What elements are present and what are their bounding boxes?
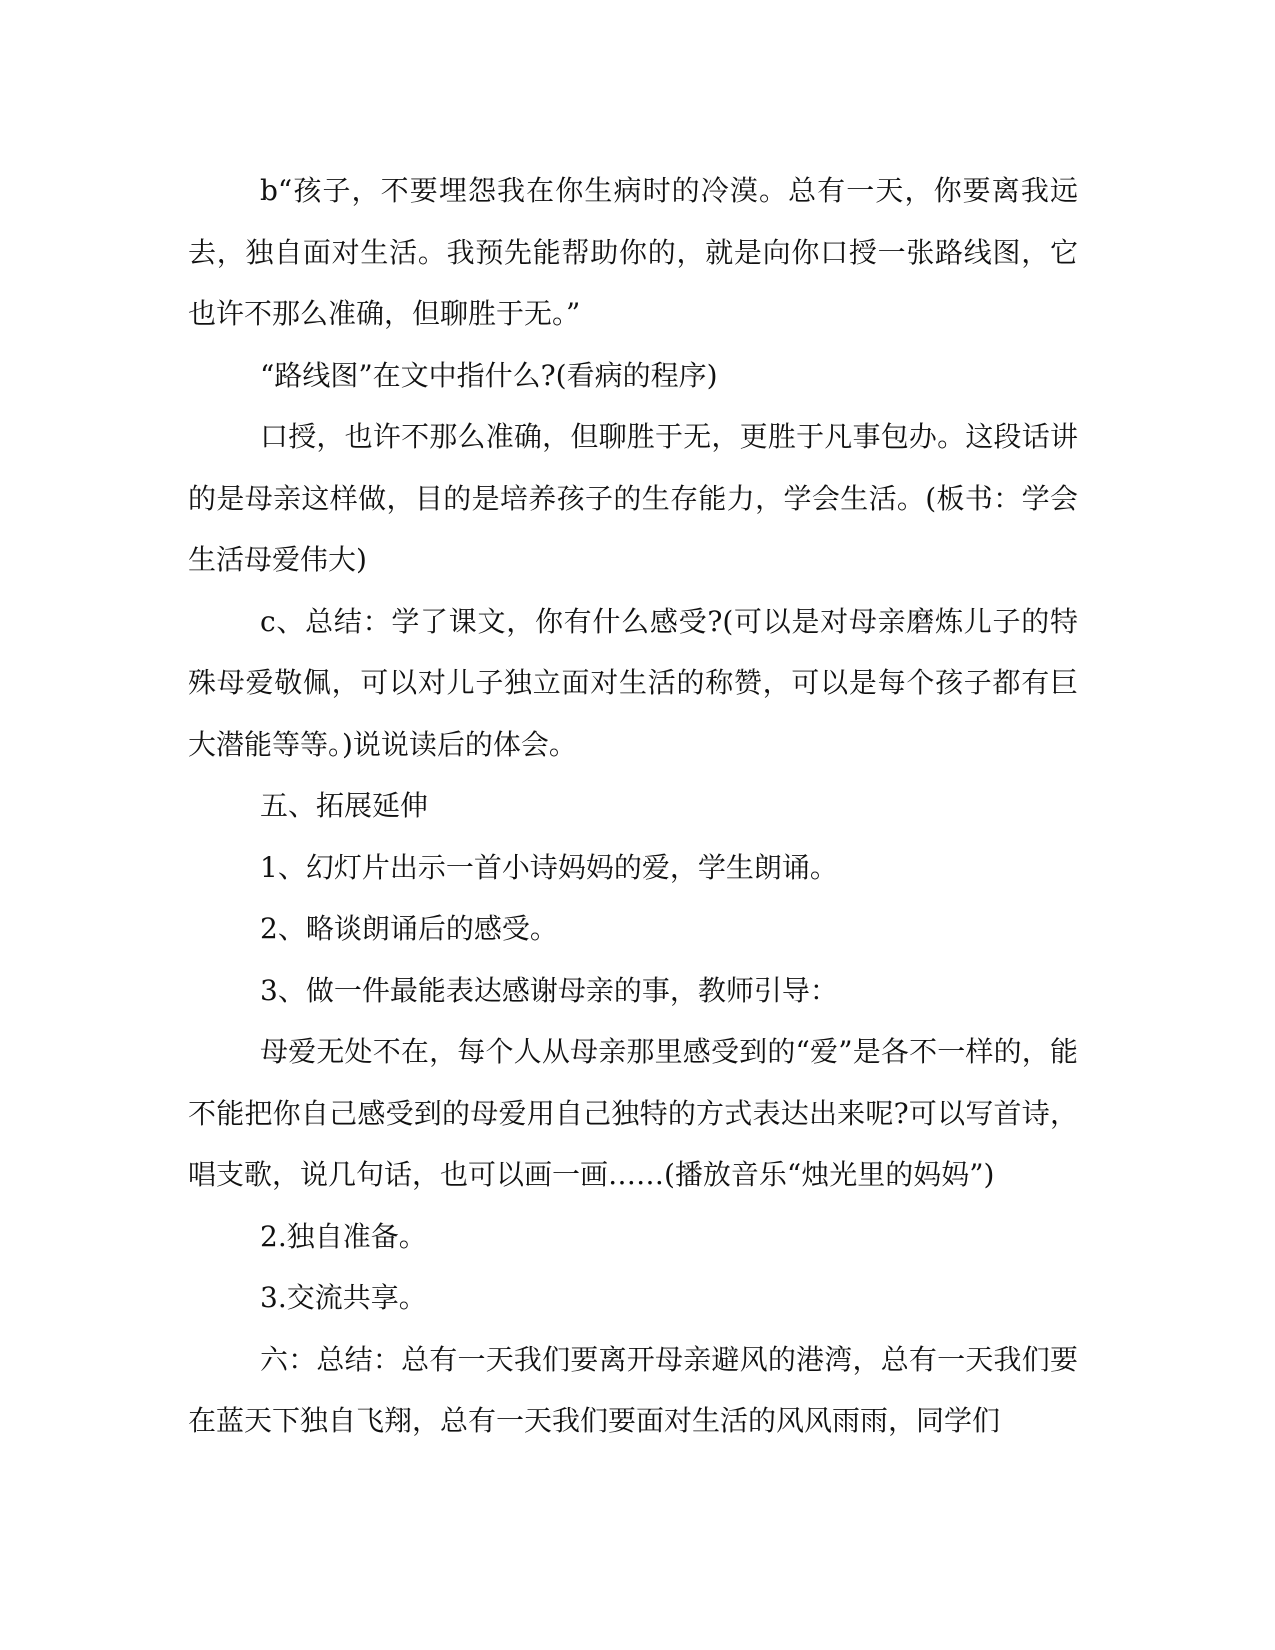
list-item-prepare: 2.独自准备。 <box>260 1219 427 1253</box>
section-heading-extension: 五、拓展延伸 <box>260 789 429 822</box>
list-item-thank-mother: 3、做一件最能表达感谢母亲的事，教师引导： <box>260 973 838 1007</box>
document-body <box>188 160 1078 1452</box>
paragraph-roadmap-question: “路线图”在文中指什么?(看病的程序) <box>260 358 718 392</box>
paragraph-conclusion: 六：总结：总有一天我们要离开母亲避风的港湾，总有一天我们要在蓝天下独自飞翔，总有一天我们要面对生活的风风雨雨，同学们 <box>188 1342 1078 1437</box>
paragraph-dictation-explanation: 口授，也许不那么准确，但聊胜于无，更胜于凡事包办。这段话讲的是母亲这样做，目的是培养孩子的生存能力，学会生活。(板书：学会生活母爱伟大) <box>188 420 1078 576</box>
list-item-discuss: 2、略谈朗诵后的感受。 <box>260 912 558 945</box>
paragraph-mother-love: 母爱无处不在，每个人从母亲那里感受到的“爱”是各不一样的，能不能把你自己感受到的母爱用自己独特的方式表达出来呢?可以写首诗，唱支歌，说几句话，也可以画一画……(播放音乐“烛光里的妈妈”) <box>188 1035 1078 1191</box>
paragraph-summary-feelings: c、总结：学了课文，你有什么感受?(可以是对母亲磨炼儿子的特殊母爱敬佩，可以对儿子独立面对生活的称赞，可以是每个孩子都有巨大潜能等等。)说说读后的体会。 <box>188 604 1078 761</box>
list-item-share: 3.交流共享。 <box>260 1281 427 1314</box>
paragraph-roadmap-quote: b“孩子，不要埋怨我在你生病时的冷漠。总有一天，你要离我远去，独自面对生活。我预先能帮助你的，就是向你口授一张路线图，它也许不那么准确，但聊胜于无。” <box>188 174 1078 330</box>
list-item-poem: 1、幻灯片出示一首小诗妈妈的爱，学生朗诵。 <box>260 850 838 884</box>
